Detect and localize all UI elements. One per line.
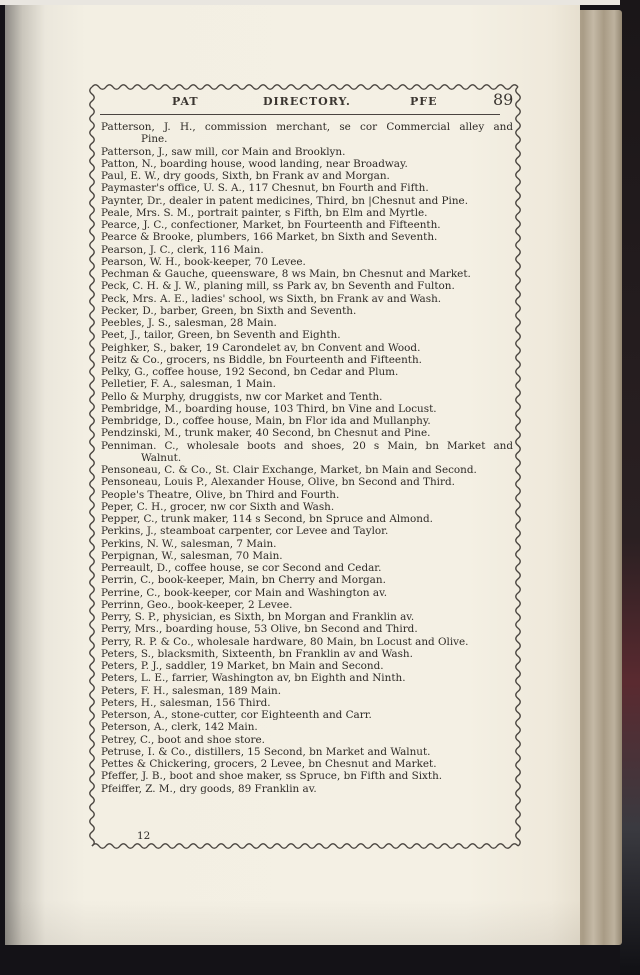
directory-entry [101,562,513,574]
entry-text: Peck, Mrs. A. E., ladies' school, ws Sixth, bn Frank av and Wash. [101,292,442,305]
directory-entry [101,342,513,354]
directory-entry [101,721,513,733]
page-shadow [5,900,580,945]
entry-text: Peet, J., tailor, Green, bn Seventh and Eighth. [101,329,341,342]
header-guide-right: PFE [410,95,438,108]
entry-text: Peters, L. E., farrier, Washington av, bn Eighth and Ninth. [101,672,406,685]
header-title: DIRECTORY. [263,95,351,108]
entry-text: Pendzinski, M., trunk maker, 40 Second, bn Chesnut and Pine. [101,427,431,440]
directory-entry [101,476,513,488]
entry-text: Paymaster's office, U. S. A., 117 Chesnut, bn Fourth and Fifth. [101,182,429,195]
entry-text: Pecker, D., barber, Green, bn Sixth and Seventh. [101,304,357,317]
entry-text: Pembridge, M., boarding house, 103 Third, bn Vine and Locust. [101,402,437,415]
entry-continuation-text: Walnut. [141,451,182,464]
directory-entry [101,182,513,194]
running-header [100,92,512,110]
directory-entry [101,195,513,207]
directory-entry [101,293,513,305]
directory-entry [101,231,513,243]
directory-entry [101,587,513,599]
border-wave [516,87,520,846]
entry-text: Peterson, A., clerk, 142 Main. [101,721,258,734]
entry-text: Peck, C. H. & J. W., planing mill, ss Park av, bn Seventh and Fulton. [101,280,455,293]
entry-text: Peters, H., salesman, 156 Third. [101,696,271,709]
border-wave [90,87,94,846]
border-wave [92,844,518,848]
directory-entry [101,427,513,439]
directory-entry [101,440,513,452]
directory-entry [101,158,513,170]
signature-mark: 12 [137,830,151,842]
directory-entry [101,305,513,317]
directory-entry [101,256,513,268]
directory-entry [101,697,513,709]
entry-text: Peterson, A., stone-cutter, cor Eighteenth and Carr. [101,709,372,721]
entry-text: Perkins, N. W., salesman, 7 Main. [101,537,277,550]
directory-entry [101,770,513,782]
directory-entry [101,513,513,525]
directory-entry [101,746,513,758]
entry-text: Pelky, G., coffee house, 192 Second, bn Cedar and Plum. [101,366,399,378]
directory-entry [101,207,513,219]
entry-text: Pearce & Brooke, plumbers, 166 Market, bn Sixth and Seventh. [101,231,438,244]
directory-entry [101,244,513,256]
directory-entry [101,709,513,721]
entry-text: Patterson, J. H., commission merchant, se cor Commercial alley and [101,121,513,133]
directory-entry [101,354,513,366]
entry-text: Petruse, I. & Co., distillers, 15 Second, bn Market and Walnut. [101,745,431,758]
directory-entry [101,599,513,611]
entry-text: Perry, S. P., physician, es Sixth, bn Morgan and Franklin av. [101,611,415,623]
entry-text: Peters, P. J., saddler, 19 Market, bn Main and Second. [101,660,384,672]
entry-text: Pfeffer, J. B., boot and shoe maker, ss Spruce, bn Fifth and Sixth. [101,770,443,783]
directory-entry [101,268,513,280]
entry-text: Pechman & Gauche, queensware, 8 ws Main, bn Chesnut and Market. [101,268,471,280]
directory-entry [101,538,513,550]
directory-entry [101,121,513,133]
header-guide-left: PAT [172,95,199,108]
header-rule [100,114,500,115]
directory-entry [101,391,513,403]
directory-entry [101,219,513,231]
directory-entry [101,525,513,537]
directory-entry [101,672,513,684]
entry-text: Pelletier, F. A., salesman, 1 Main. [101,378,276,391]
entry-text: Patterson, J., saw mill, cor Main and Brooklyn. [101,145,346,158]
directory-entry [101,170,513,182]
directory-entries [101,121,513,795]
directory-entry [101,366,513,378]
directory-entry [101,280,513,292]
directory-entry [101,685,513,697]
entry-text: Peebles, J. S., salesman, 28 Main. [101,317,277,329]
entry-text: Pensoneau, Louis P., Alexander House, Olive, bn Second and Third. [101,476,455,489]
entry-text: Perry, Mrs., boarding house, 53 Olive, bn Second and Third. [101,623,418,636]
directory-entry [101,660,513,672]
directory-entry-continuation [101,133,513,145]
entry-text: Peitz & Co., grocers, ns Biddle, bn Fourteenth and Fifteenth. [101,353,422,366]
entry-text: Peale, Mrs. S. M., portrait painter, s Fifth, bn Elm and Myrtle. [101,206,428,219]
entry-text: Pfeiffer, Z. M., dry goods, 89 Franklin av. [101,782,317,795]
directory-entry [101,317,513,329]
entry-text: Pembridge, D., coffee house, Main, bn Flor ida and Mullanphy. [101,415,431,427]
entry-text: Pearson, J. C., clerk, 116 Main. [101,243,264,256]
directory-entry [101,611,513,623]
page-number: 89 [493,90,514,109]
border-wave [92,85,518,89]
directory-entry [101,378,513,390]
directory-entry [101,489,513,501]
entry-text: Peters, F. H., salesman, 189 Main. [101,684,282,697]
directory-entry [101,146,513,158]
entry-continuation-text: Pine. [141,133,168,146]
entry-text: Peters, S., blacksmith, Sixteenth, bn Franklin av and Wash. [101,647,413,660]
scan-background [620,0,640,975]
directory-entry [101,623,513,635]
directory-entry [101,464,513,476]
entry-text: Perry, R. P. & Co., wholesale hardware, 80 Main, bn Locust and Olive. [101,635,469,648]
entry-text: Paul, E. W., dry goods, Sixth, bn Frank av and Morgan. [101,170,390,182]
entry-text: Peper, C. H., grocer, nw cor Sixth and Wash. [101,500,335,513]
directory-entry-continuation [101,452,513,464]
entry-text: Pello & Murphy, druggists, nw cor Market and Tenth. [101,390,383,403]
entry-text: Pepper, C., trunk maker, 114 s Second, bn Spruce and Almond. [101,513,433,525]
entry-text: Peighker, S., baker, 19 Carondelet av, bn Convent and Wood. [101,341,421,354]
directory-entry [101,783,513,795]
directory-entry [101,403,513,415]
entry-text: People's Theatre, Olive, bn Third and Fourth. [101,488,340,501]
directory-entry [101,648,513,660]
entry-text: Pensoneau, C. & Co., St. Clair Exchange, Market, bn Main and Second. [101,464,477,476]
directory-entry [101,501,513,513]
entry-text: Petrey, C., boot and shoe store. [101,733,265,746]
directory-entry [101,550,513,562]
entry-text: Perpignan, W., salesman, 70 Main. [101,549,283,562]
entry-text: Perreault, D., coffee house, se cor Second and Cedar. [101,562,382,574]
entry-text: Pearce, J. C., confectioner, Market, bn Fourteenth and Fifteenth. [101,219,441,231]
entry-text: Patton, N., boarding house, wood landing, near Broadway. [101,157,408,170]
entry-text: Perkins, J., steamboat carpenter, cor Levee and Taylor. [101,525,389,538]
entry-text: Perrine, C., book-keeper, cor Main and Washington av. [101,586,388,599]
entry-text: Perrinn, Geo., book-keeper, 2 Levee. [101,598,293,611]
directory-entry [101,734,513,746]
entry-text: Pearson, W. H., book-keeper, 70 Levee. [101,255,306,268]
directory-entry [101,329,513,341]
directory-entry [101,415,513,427]
directory-entry [101,758,513,770]
entry-text: Paynter, Dr., dealer in patent medicines, Third, bn |Chesnut and Pine. [101,194,468,207]
entry-text: Penniman. C., wholesale boots and shoes, 20 s Main, bn Market and [101,439,513,452]
directory-entry [101,636,513,648]
entry-text: Perrin, C., book-keeper, Main, bn Cherry and Morgan. [101,574,386,587]
entry-text: Pettes & Chickering, grocers, 2 Levee, bn Chesnut and Market. [101,758,437,770]
directory-entry [101,574,513,586]
